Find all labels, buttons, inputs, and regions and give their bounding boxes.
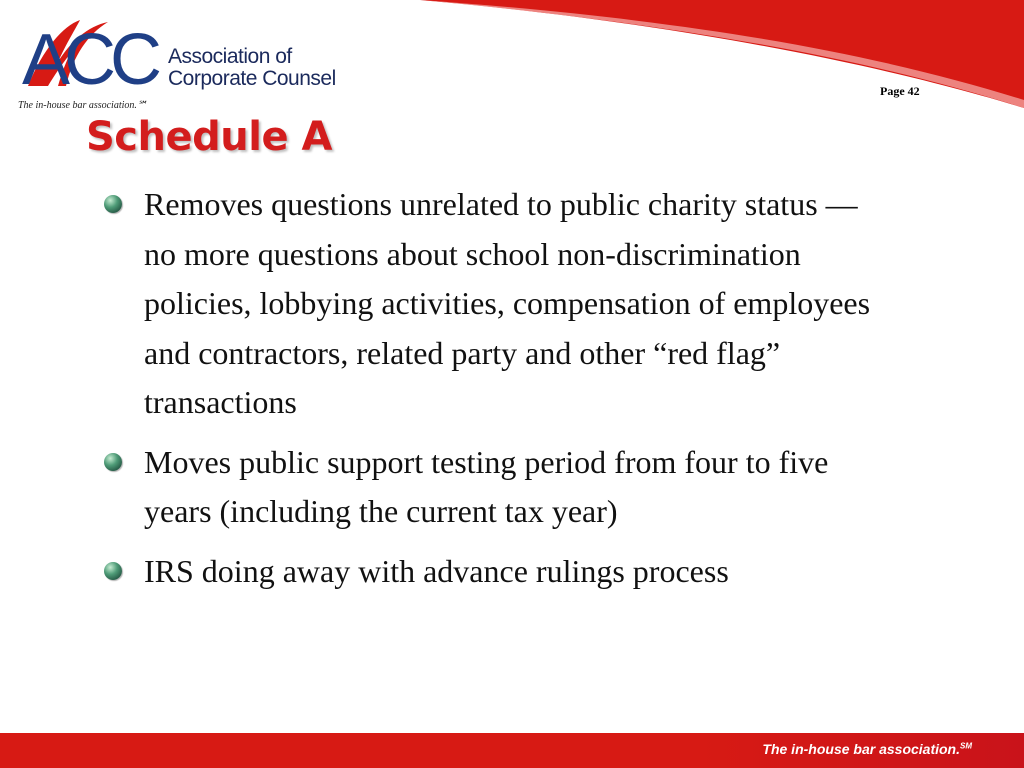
logo-letters: ACC xyxy=(22,20,157,100)
green-sphere-bullet-icon xyxy=(104,562,122,580)
logo-organization-name xyxy=(168,46,336,90)
footer-tagline-text: The in-house bar association. xyxy=(762,741,960,757)
list-item xyxy=(104,438,894,537)
list-item xyxy=(104,180,894,428)
list-item xyxy=(104,547,894,597)
green-sphere-bullet-icon xyxy=(104,195,122,213)
footer-tagline xyxy=(762,741,972,757)
bullet-text: Moves public support testing period from four to five years (including the current tax year) xyxy=(144,443,829,529)
logo-tagline: The in-house bar association.℠ xyxy=(18,100,148,111)
bullet-text: IRS doing away with advance rulings process xyxy=(144,552,729,589)
bullet-text: Removes questions unrelated to public charity status — no more questions about school non-discrimination policies, lobbying activities, compensation of employees and contractors, related party and other “red flag” transactions xyxy=(144,186,871,420)
acc-logo xyxy=(18,14,348,114)
slide-title: Schedule A xyxy=(86,114,332,160)
footer-service-mark: SM xyxy=(960,741,972,751)
bullet-list xyxy=(104,180,894,606)
page-number: Page 42 xyxy=(880,84,920,98)
green-sphere-bullet-icon xyxy=(104,453,122,471)
logo-name-line-1: Association of xyxy=(168,45,292,68)
logo-name-line-2: Corporate Counsel xyxy=(168,67,336,90)
